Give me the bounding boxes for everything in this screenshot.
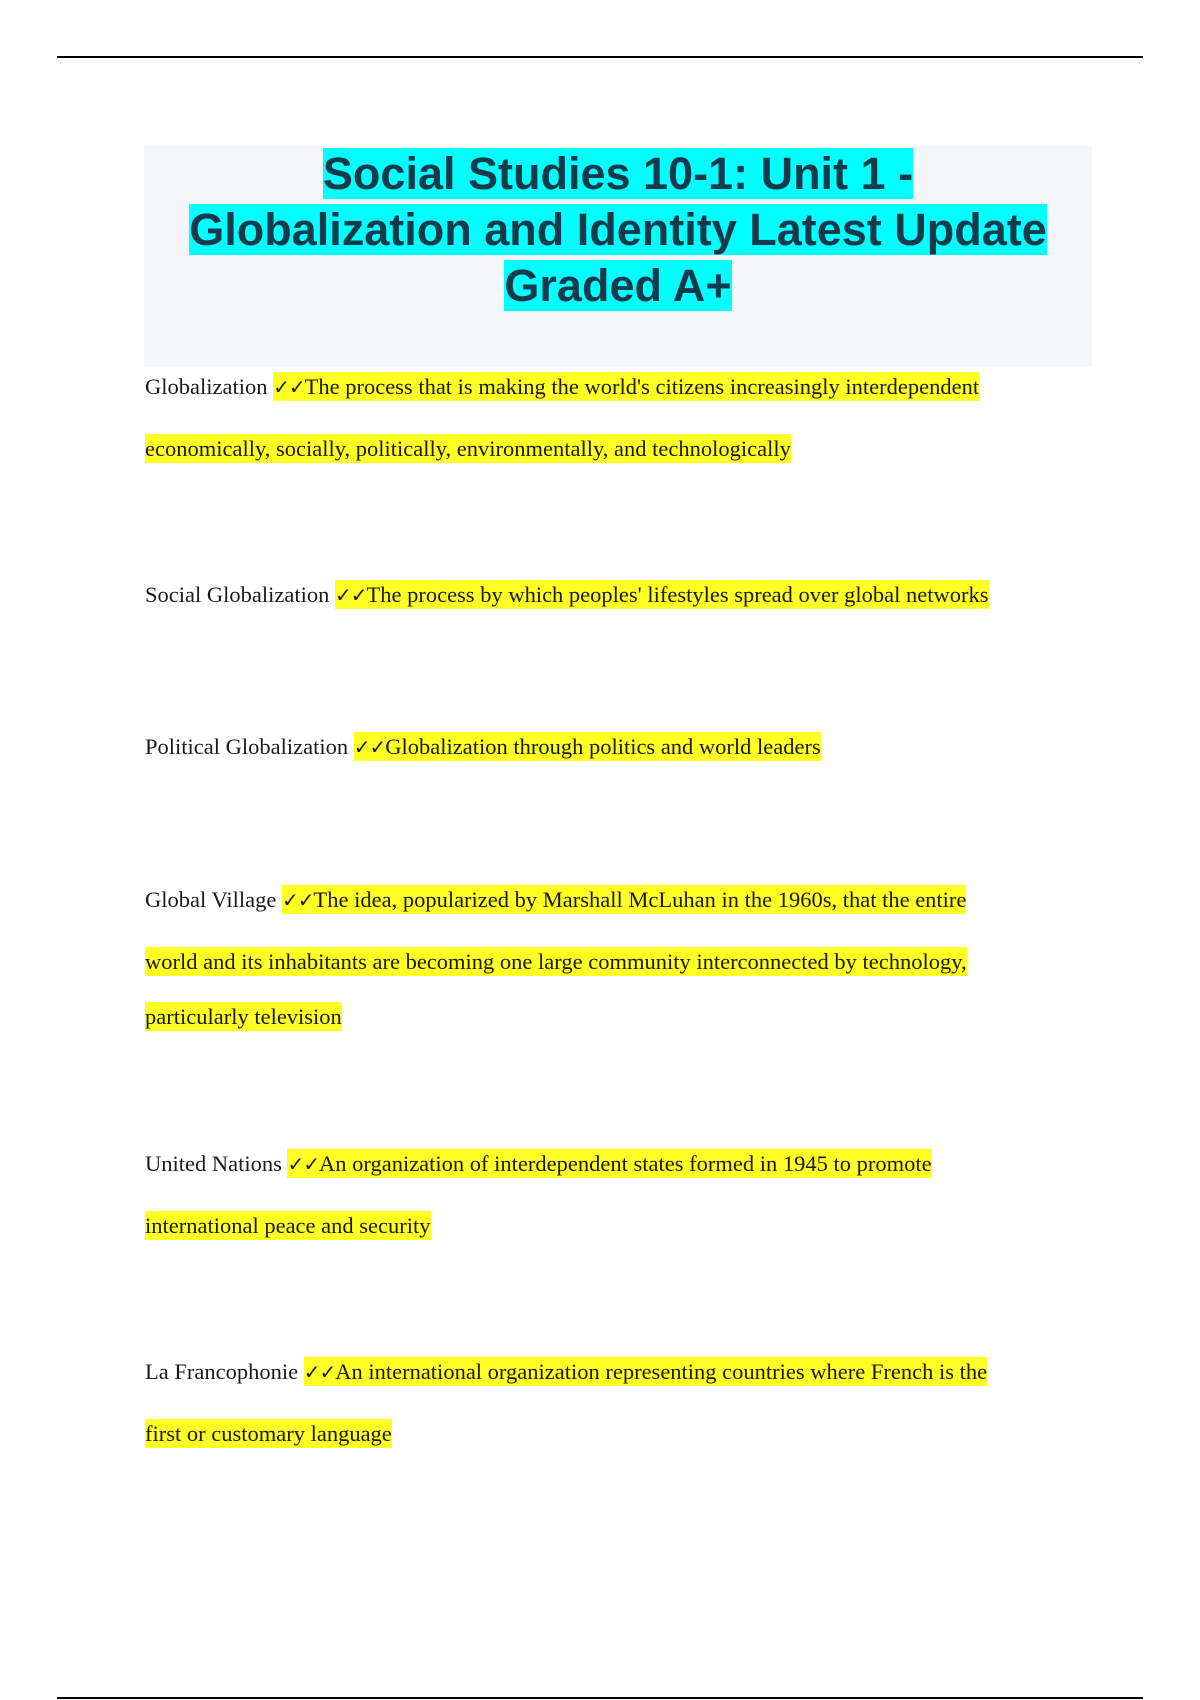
definition-text: first or customary language <box>145 1421 392 1446</box>
term-name: Globalization <box>145 374 268 399</box>
definition-text: The process by which peoples' lifestyles spread over global networks <box>366 582 989 607</box>
definition-text: economically, socially, politically, environmentally, and technologically <box>145 436 791 461</box>
term-entry-globalization <box>145 356 1085 479</box>
definition-text: world and its inhabitants are becoming one large community interconnected by technology, <box>145 949 967 974</box>
definition-text: particularly television <box>145 1004 342 1029</box>
term-name: Global Village <box>145 887 277 912</box>
term-line <box>145 931 1085 992</box>
term-entry-united-nations <box>145 1133 1085 1256</box>
term-line <box>145 869 1085 931</box>
definition-text: The process that is making the world's citizens increasingly interdependent <box>304 374 980 399</box>
definition-text: An international organization representing countries where French is the <box>335 1359 988 1384</box>
term-entry-global-village <box>145 869 1085 1047</box>
double-check-icon: ✓✓ <box>303 1360 336 1384</box>
top-rule <box>57 56 1143 58</box>
definition-highlight <box>287 1149 931 1178</box>
term-name: Social Globalization <box>145 582 330 607</box>
term-name: La Francophonie <box>145 1359 299 1384</box>
term-line <box>145 986 1085 1047</box>
term-line <box>145 1133 1085 1195</box>
double-check-icon: ✓✓ <box>353 735 386 759</box>
document-title <box>144 146 1092 314</box>
term-line <box>145 564 1085 626</box>
term-entry-political-globalization <box>145 716 1085 778</box>
definition-text: An organization of interdependent states formed in 1945 to promote <box>319 1151 932 1176</box>
definition-text: international peace and security <box>145 1213 431 1238</box>
term-entry-social-globalization <box>145 564 1085 626</box>
double-check-icon: ✓✓ <box>287 1152 319 1176</box>
definition-text: The idea, popularized by Marshall McLuhan in the 1960s, that the entire <box>313 887 967 912</box>
title-line-2: Globalization and Identity Latest Update <box>189 204 1047 255</box>
term-line <box>145 716 1085 778</box>
definition-highlight <box>304 1357 987 1386</box>
title-box <box>144 146 1092 367</box>
term-line <box>145 1195 1085 1256</box>
term-name: Political Globalization <box>145 734 349 759</box>
definition-highlight <box>335 580 989 609</box>
term-line <box>145 1403 1085 1464</box>
double-check-icon: ✓✓ <box>334 583 367 607</box>
term-line <box>145 1341 1085 1403</box>
definition-highlight <box>354 732 821 761</box>
term-name: United Nations <box>145 1151 282 1176</box>
term-entry-la-francophonie <box>145 1341 1085 1464</box>
double-check-icon: ✓✓ <box>273 375 305 399</box>
title-line-3: Graded A+ <box>504 260 732 311</box>
definition-highlight <box>273 372 979 401</box>
definition-text: Globalization through politics and world leaders <box>385 734 821 759</box>
double-check-icon: ✓✓ <box>281 888 314 912</box>
bottom-rule <box>57 1697 1143 1699</box>
definition-highlight <box>282 885 966 914</box>
term-line <box>145 418 1085 479</box>
title-line-1: Social Studies 10-1: Unit 1 - <box>322 148 914 199</box>
term-line <box>145 356 1085 418</box>
